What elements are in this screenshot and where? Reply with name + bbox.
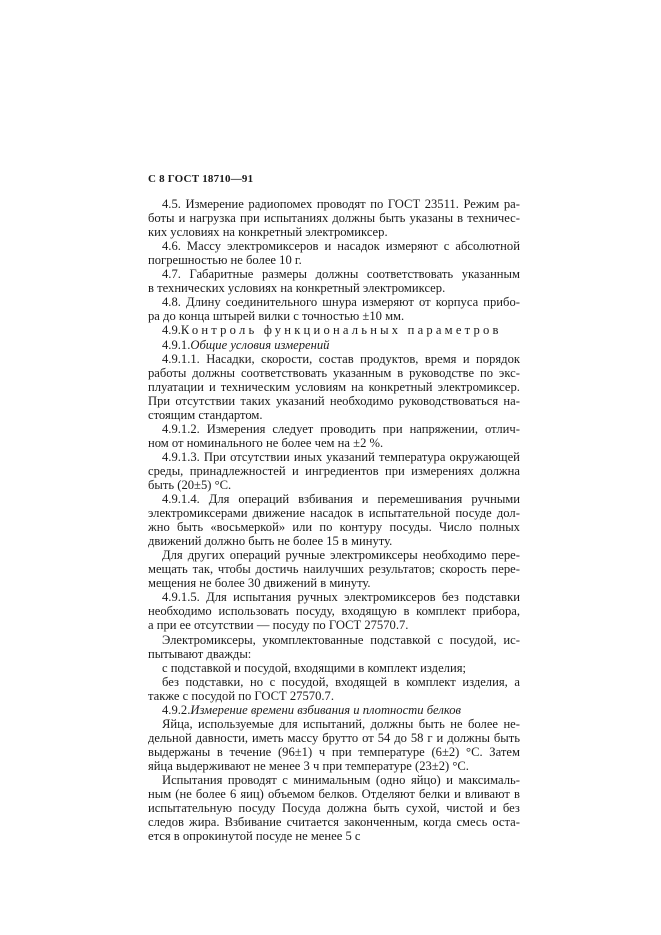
text-line: без подставки, но с посудой, входящей в комплект изделия, а <box>162 674 520 689</box>
text-line: 4.9. Контроль функциональных параметров <box>162 323 502 338</box>
text-line: испытательную посуду Посуда должна быть сухой, чистой и без <box>148 801 520 816</box>
text-line: 4.9.1.4. Для операций взбивания и перемешивания ручными <box>162 492 520 507</box>
text-line: боты и нагрузка при испытаниях должны быть указаны в техничес- <box>148 211 520 226</box>
text-line: а при ее отсутствии — посуду по ГОСТ 27570.7. <box>148 618 409 633</box>
text-line: ется в опрокинутой посуде не менее 5 с <box>148 829 361 844</box>
text-line: среды, принадлежностей и ингредиентов при измерениях должна <box>148 463 520 478</box>
text-line: 4.8. Длину соединительного шнура измеряют от корпуса прибо- <box>162 295 520 310</box>
text-line: стоящим стандартом. <box>148 407 263 422</box>
text-line: ном от номинального не более чем на ±2 %. <box>148 435 384 450</box>
text-line: 4.7. Габаритные размеры должны соответствовать указанным <box>162 267 520 282</box>
text-line: 4.9.1. Общие условия измерений <box>162 337 330 352</box>
text-line: выдержаны в течение (96±1) ч при температуре (6±2) °С. Затем <box>148 744 520 759</box>
text-line: 4.6. Массу электромиксеров и насадок измеряют с абсолютной <box>162 239 520 254</box>
document-page <box>148 172 520 843</box>
text-line: дельной давности, иметь массу брутто от 54 до 58 г и должны быть <box>148 730 520 745</box>
text-line: мещать так, чтобы достичь наилучших результатов; скорость пере- <box>148 562 520 577</box>
text-line: Для других операций ручные электромиксеры необходимо пере- <box>162 548 520 563</box>
text-line: Испытания проводят с минимальным (одно яйцо) и максималь- <box>162 772 520 787</box>
text-line: Яйца, используемые для испытаний, должны быть не более не- <box>162 716 520 731</box>
text-line: с подставкой и посудой, входящими в комплект изделия; <box>162 660 466 675</box>
text-line: в технических условиях на конкретный электромиксер. <box>148 281 446 296</box>
document-body <box>148 197 520 843</box>
text-line: также с посудой по ГОСТ 27570.7. <box>148 688 334 703</box>
text-line: следов жира. Взбивание считается законченным, когда смесь оста- <box>148 815 520 830</box>
text-line: пытывают дважды: <box>148 646 252 661</box>
text-line: электромиксерами движение насадок в испытательной посуде дол- <box>148 506 520 521</box>
text-line: необходимо использовать посуду, входящую в комплект прибора, <box>148 604 520 619</box>
text-line: мещения не более 30 движений в минуту. <box>148 576 371 591</box>
text-line: Электромиксеры, укомплектованные подставкой с посудой, ис- <box>162 632 520 647</box>
text-line: плуатации и техническим условиям на конкретный электромиксер. <box>148 379 520 394</box>
text-line: движений должно быть не более 15 в минуту. <box>148 534 393 549</box>
text-line: ких условиях на конкретный электромиксер. <box>148 225 388 240</box>
page-header: С 8 ГОСТ 18710—91 <box>148 173 254 185</box>
text-line: 4.5. Измерение радиопомех проводят по ГОСТ 23511. Режим ра- <box>162 197 520 212</box>
text-line: 4.9.2. Измерение времени взбивания и плотности белков <box>162 702 461 717</box>
text-line: быть (20±5) °С. <box>148 477 232 492</box>
text-line: 4.9.1.1. Насадки, скорости, состав продуктов, время и порядок <box>162 351 520 366</box>
text-line: 4.9.1.2. Измерения следует проводить при напряжении, отлич- <box>162 421 520 436</box>
text-line: ным (не более 6 яиц) объемом белков. Отделяют белки и вливают в <box>148 787 520 802</box>
text-line: 4.9.1.3. При отсутствии иных указаний температура окружающей <box>162 449 520 464</box>
text-line: работы должны соответствовать указанным в руководстве по экс- <box>148 365 520 380</box>
text-line: погрешностью не более 10 г. <box>148 253 302 268</box>
text-line: яйца выдерживают не менее 3 ч при температуре (23±2) °С. <box>148 758 469 773</box>
text-line: 4.9.1.5. Для испытания ручных электромиксеров без подставки <box>162 590 520 605</box>
text-line: ра до конца штырей вилки с точностью ±10 мм. <box>148 309 405 324</box>
text-line: жно быть «восьмеркой» или по контуру посуды. Число полных <box>148 520 520 535</box>
text-line: При отсутствии таких указаний необходимо руководствоваться на- <box>148 393 520 408</box>
